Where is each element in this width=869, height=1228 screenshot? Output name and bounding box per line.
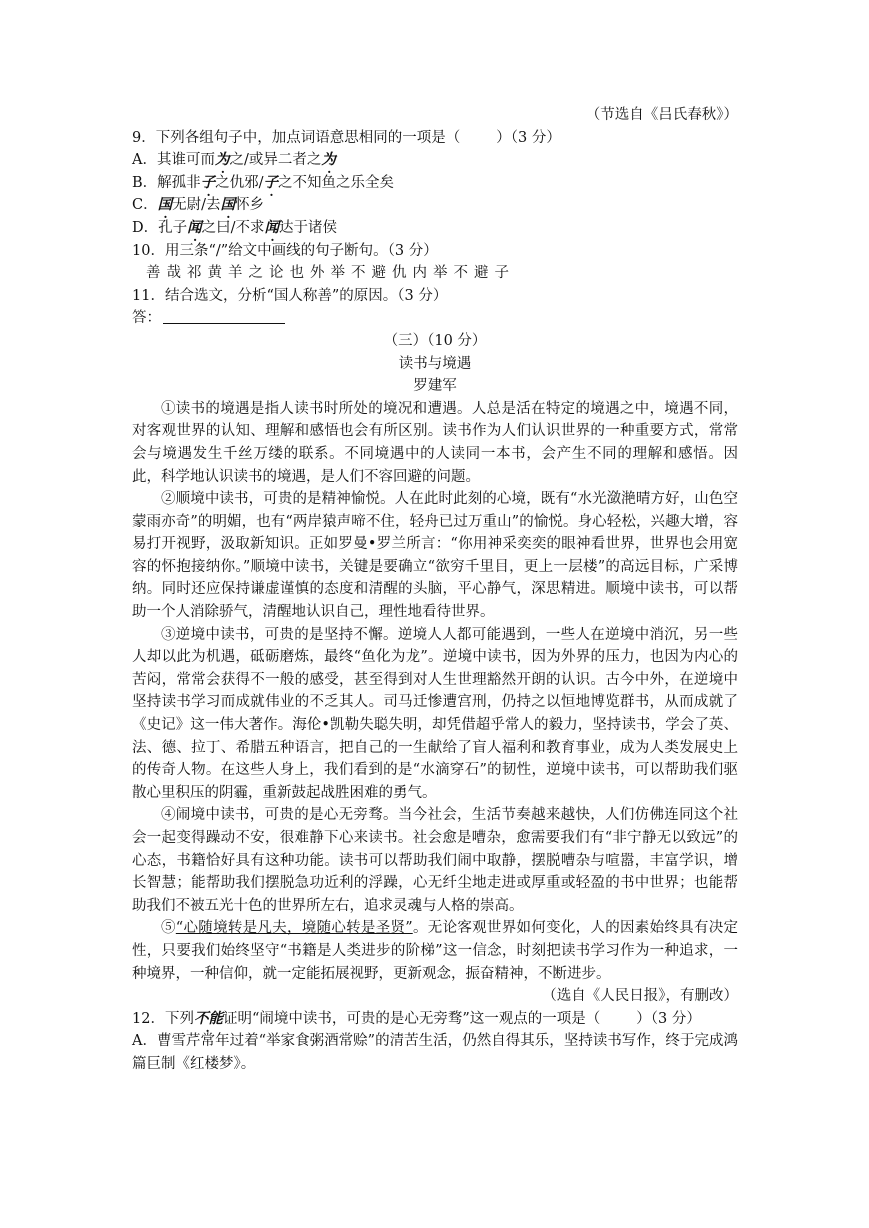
- paragraph-text: 。无论客观世界如何变化，人的因素始终具有决定性，只要我们始终坚守“书籍是人类进步的阶梯”这一信念，时刻把读书学习作为一种追求，一种境界，一种信仰，就一定能拓展视野，更新观念，振奋精神，不断进步。: [132, 920, 739, 982]
- paragraph-1: ①读书的境遇是指人读书时所处的境况和遭遇。人总是活在特定的境遇之中，境遇不同，对客观世界的认知、理解和感悟也会有所区别。读书作为人们认识世界的一种重要方式，常常会与境遇发生千丝万缕的联系。不同境遇中的人读同一本书，会产生不同的理解和感悟。因此，科学地认识读书的境遇，是人们不容回避的问题。: [132, 400, 738, 485]
- question-11-answer: [132, 307, 738, 330]
- question-9-score: ）（3 分）: [496, 129, 561, 146]
- dotted-word: 国: [157, 196, 173, 214]
- question-9-stem: [132, 127, 738, 150]
- dotted-word: 子: [200, 173, 216, 191]
- dotted-word: 为: [321, 151, 336, 169]
- answer-blank[interactable]: [163, 308, 285, 324]
- dotted-word: 闻: [264, 218, 280, 236]
- paragraph-number: ⑤: [161, 920, 176, 937]
- option-text: D．孔子: [132, 219, 188, 236]
- dotted-word: 为: [214, 151, 230, 169]
- option-text: A．其谁可而: [132, 152, 215, 169]
- option-text: 之不知鱼之乐全矣: [278, 174, 395, 191]
- question-9-text: 9．下列各组句子中，加点词语意思相同的一项是（: [132, 129, 461, 146]
- question-text: 证明“闹境中读书，可贵的是心无旁骛”这一观点的一项是（: [222, 1010, 601, 1027]
- question-10-stem: 10．用三条“/”给文中画线的句子断句。（3 分）: [132, 242, 438, 259]
- question-12-stem: [132, 1008, 738, 1031]
- dotted-word: 子: [263, 173, 279, 191]
- emphasis-word: 不能: [193, 1009, 223, 1027]
- question-9-option-c: [132, 194, 738, 217]
- answer-label: 答：: [132, 310, 161, 327]
- question-12-score: ）（3 分）: [636, 1010, 701, 1027]
- option-text: B．解孤非: [132, 174, 201, 191]
- option-text: 怀乡: [235, 197, 264, 214]
- exam-page: [132, 104, 738, 1076]
- option-text: 之仇邪/: [215, 174, 264, 191]
- paragraph-3: ③逆境中读书，可贵的是坚持不懈。逆境人人都可能遇到，一些人在逆境中消沉，另一些人却以此为机遇，砥砺磨炼，最终“鱼化为龙”。逆境中读书，因为外界的压力，也因为内心的苦闷，常常会获得不一般的感受，甚至得到对人生世理豁然开朗的认识。古今中外，在逆境中坚持读书学习而成就伟业的不乏其人。司马迁惨遭宫刑，仍持之以恒地博览群书，从而成就了《史记》这一伟大著作。海伦•凯勒失聪失明，却凭借超乎常人的毅力，坚持读书，学会了英、法、德、拉丁、希腊五种语言，把自己的一生献给了盲人福利和教育事业，成为人类发展史上的传奇人物。在这些人身上，我们看到的是“水滴穿石”的韧性，逆境中读书，可以帮助我们驱散心里积压的阴霾，重新鼓起战胜困难的勇气。: [132, 626, 738, 801]
- question-11-stem: 11．结合选文，分析“国人称善”的原因。（3 分）: [132, 287, 448, 304]
- dotted-word: 国: [220, 196, 235, 214]
- option-text: 之曰/不求: [201, 219, 265, 236]
- article-title: 读书与境遇: [398, 355, 472, 372]
- option-text: 达于诸侯: [279, 219, 338, 236]
- source-citation-bottom: （选自《人民日报》，有删改）: [542, 988, 738, 1005]
- paragraph-5: [132, 917, 738, 985]
- question-12-option-a: A．曹雪芹常年过着“举家食粥酒常赊”的清苦生活，仍然自得其乐，坚持读书写作，终于完成鸿篇巨制《红楼梦》。: [132, 1033, 738, 1072]
- dotted-word: 闻: [187, 218, 202, 236]
- underlined-quote: “心随境转是凡夫，境随心转是圣贤”: [175, 920, 413, 937]
- section-heading: （三）（10 分）: [383, 332, 487, 349]
- question-9-option-b: [132, 172, 738, 195]
- article-author: 罗建军: [413, 378, 457, 395]
- article-body: [132, 398, 738, 985]
- paragraph-2: ②顺境中读书，可贵的是精神愉悦。人在此时此刻的心境，既有“水光潋滟晴方好，山色空蒙雨亦奇”的明媚，也有“两岸猿声啼不住，轻舟已过万重山”的愉悦。身心轻松，兴趣大增，容易打开视野，汲取新知识。正如罗曼•罗兰所言：“你用神采奕奕的眼神看世界，世界也会用宽容的怀抱接纳你。”顺境中读书，关键是要确立“欲穷千里目，更上一层楼”的高远目标，广采博纳。同时还应保持谦虚谨慎的态度和清醒的头脑，平心静气，深思精进。顺境中读书，可以帮助一个人消除骄气，清醒地认识自己，理性地看待世界。: [132, 491, 738, 621]
- question-text: 12．下列: [132, 1010, 194, 1027]
- paragraph-4: ④闹境中读书，可贵的是心无旁骛。当今社会，生活节奏越来越快，人们仿佛连同这个社会一起变得躁动不安，很难静下心来读书。社会愈是嘈杂，愈需要我们有“非宁静无以致远”的心态，书籍恰好具有这种功能。读书可以帮助我们闹中取静，摆脱嘈杂与喧嚣，丰富学识，增长智慧；能帮助我们摆脱急功近利的浮躁，心无纤尘地走进或厚重或轻盈的书中世界；也能帮助我们不被五光十色的世界所左右，追求灵魂与人格的崇高。: [132, 807, 738, 914]
- source-citation-top: （节选自《吕氏春秋》）: [585, 107, 738, 123]
- question-9-option-a: [132, 149, 738, 172]
- option-text: 之/或异二者之: [229, 152, 322, 169]
- option-text: C．: [132, 197, 158, 214]
- question-9-option-d: [132, 217, 738, 240]
- option-text: 无尉/去: [172, 197, 221, 214]
- question-10-sentence: 善哉祁黄羊之论也外举不避仇内举不避子: [146, 265, 515, 282]
